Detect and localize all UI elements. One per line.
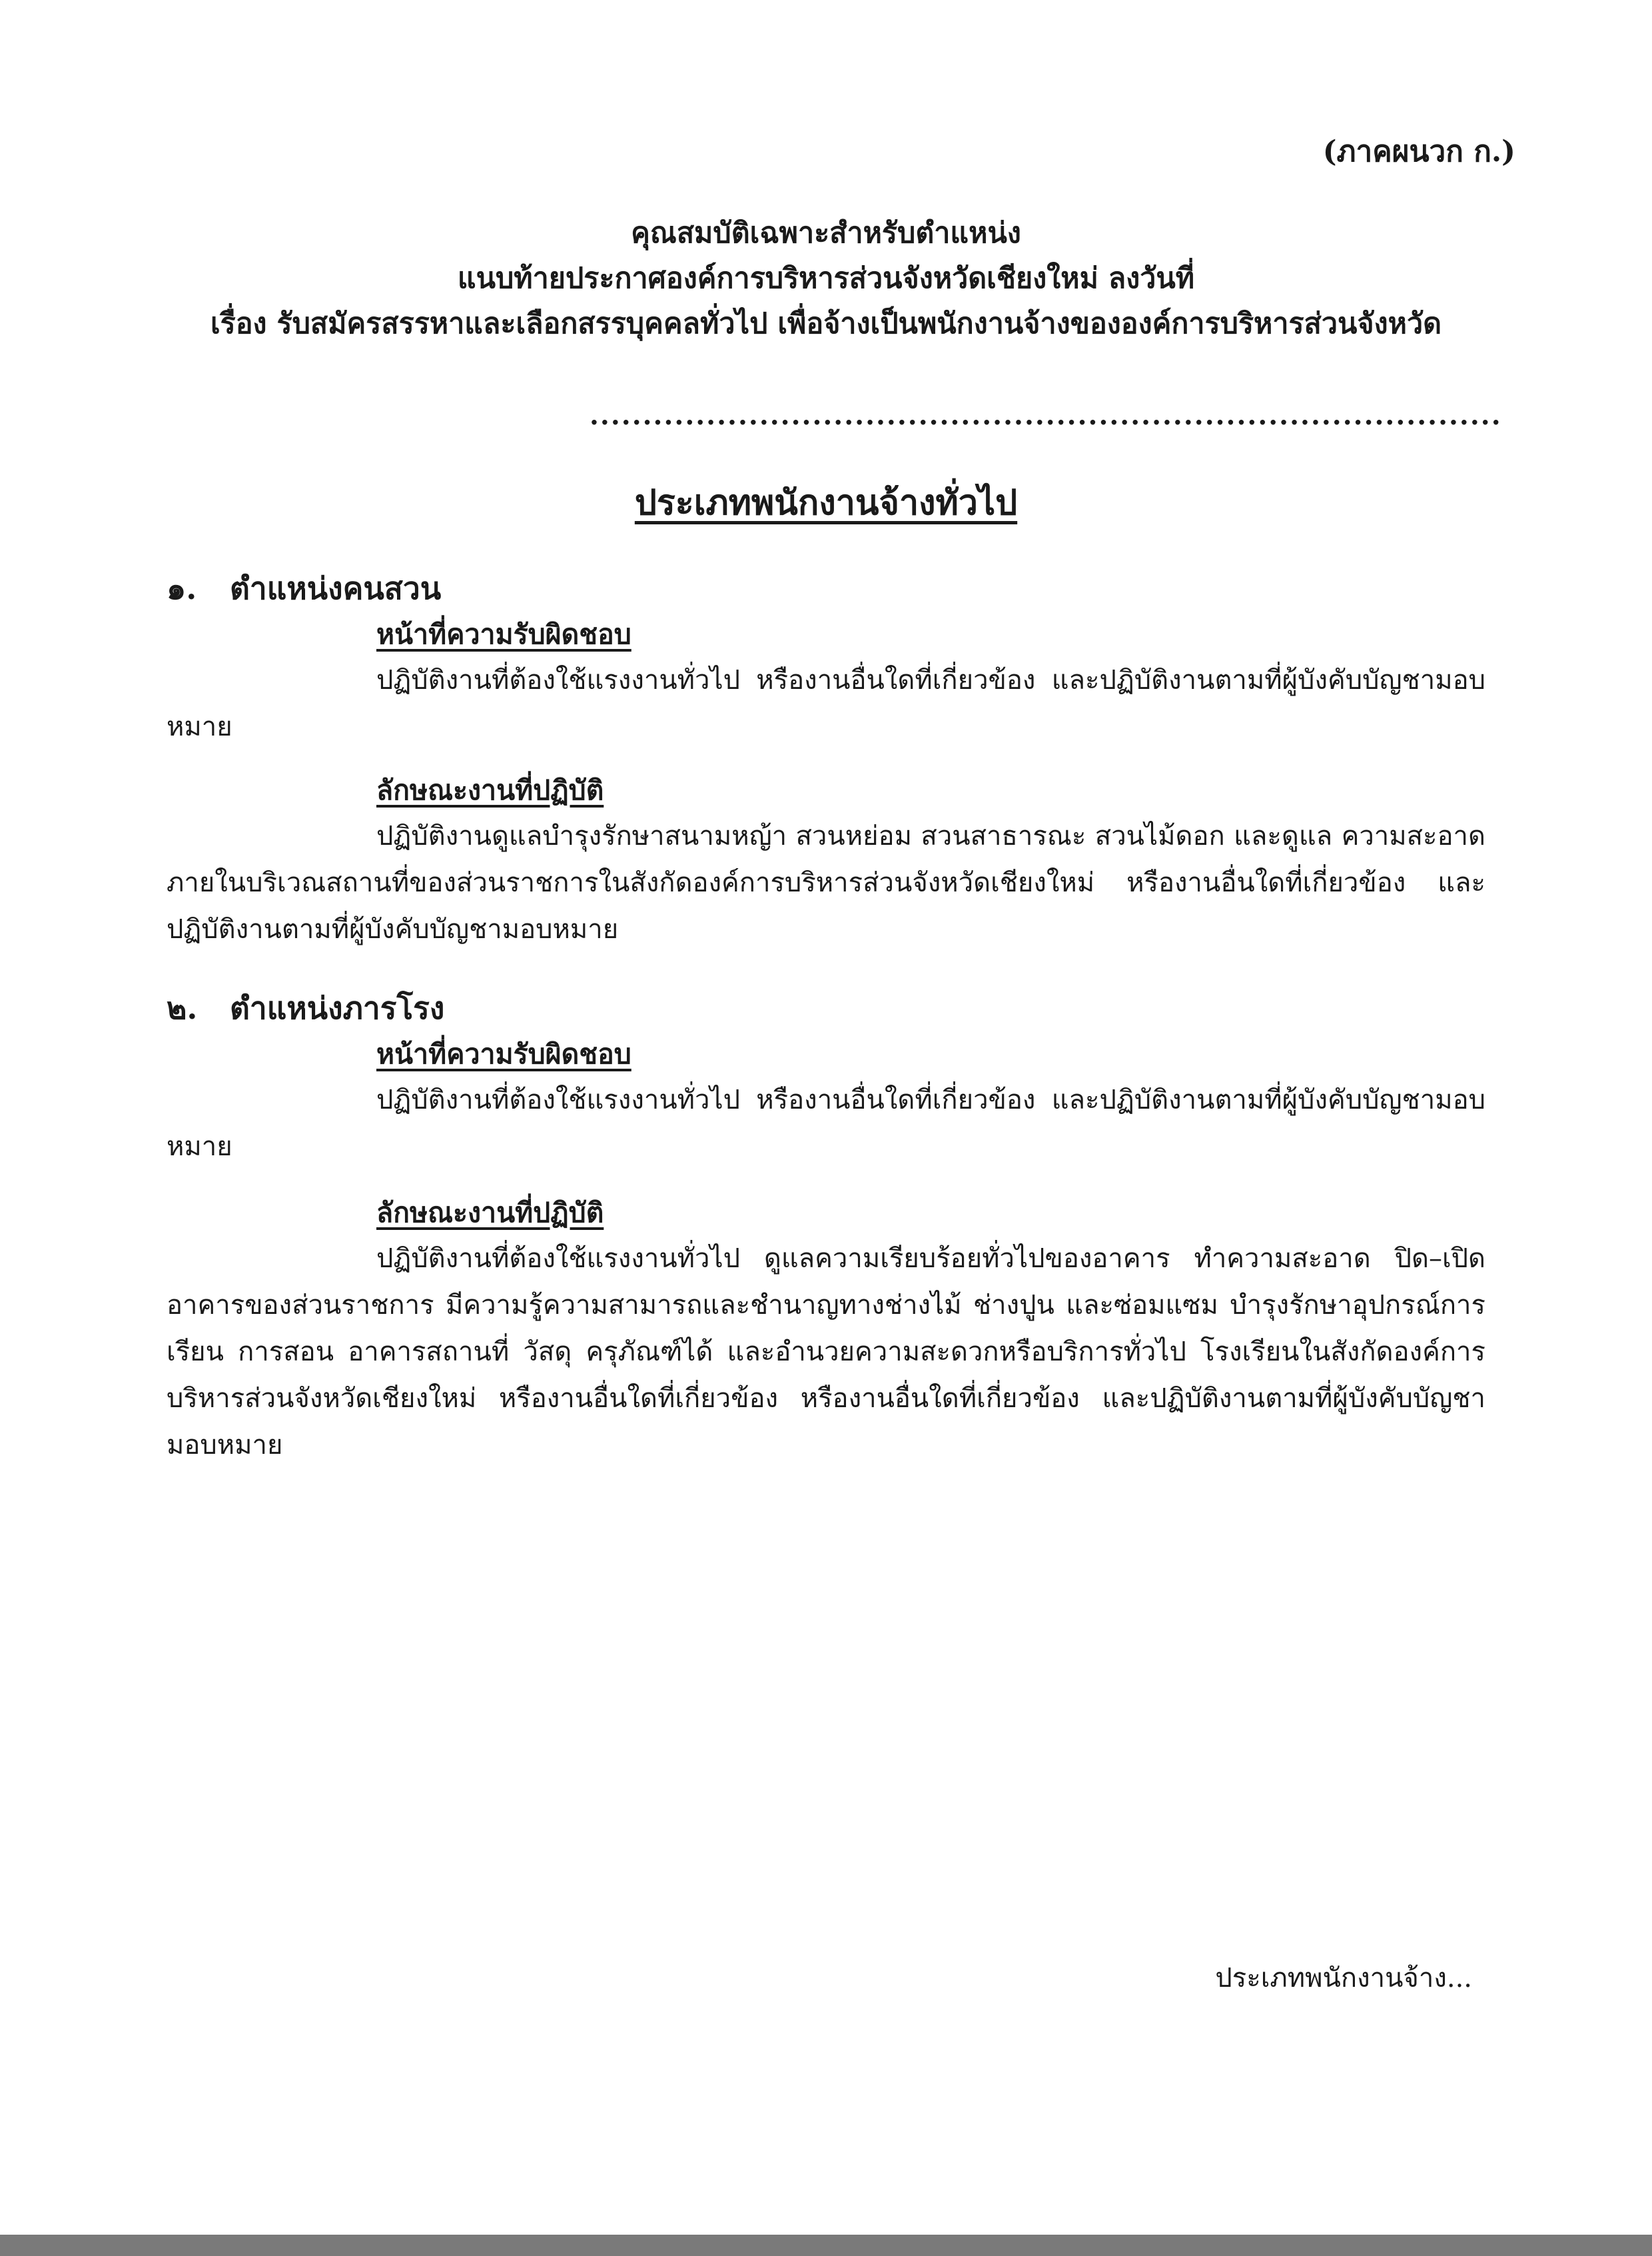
scan-edge-bar <box>0 2235 1652 2256</box>
duty-text: ปฏิบัติงานที่ต้องใช้แรงงานทั่วไป หรืองานอื่นใดที่เกี่ยวข้อง และปฏิบัติงานตามที่ผู้บังคับบัญชามอบหมาย <box>167 1085 1485 1162</box>
work-heading: ลักษณะงานที่ปฏิบัติ <box>376 1197 604 1229</box>
position-title <box>167 985 1485 1031</box>
work-text: ปฏิบัติงานที่ต้องใช้แรงงานทั่วไป ดูแลความเรียบร้อยทั่วไปของอาคาร ทำความสะอาด ปิด–เปิดอาคารของส่วนราชการ มีความรู้ความสามารถและชำนาญทางช่างไม้ ช่างปูน และซ่อมแซม บำรุงรักษาอุปกรณ์การเรียน การสอน อาคารสถานที่ วัสดุ ครุภัณฑ์ได้ และอำนวยความสะดวกหรือบริการทั่วไป โรงเรียนในสังกัดองค์การบริหารส่วนจังหวัดเชียงใหม่ หรืองานอื่นใดที่เกี่ยวข้อง หรืองานอื่นใดที่เกี่ยวข้อง และปฏิบัติงานตามที่ผู้บังคับบัญชามอบหมาย <box>167 1243 1485 1460</box>
position-number: ๑. <box>167 570 197 606</box>
position-gardener <box>167 565 1485 953</box>
header-subtitle: แนบท้ายประกาศองค์การบริหารส่วนจังหวัดเชียงใหม่ ลงวันที่ <box>457 262 1195 295</box>
work-heading: ลักษณะงานที่ปฏิบัติ <box>376 774 604 806</box>
header-subject: เรื่อง รับสมัครสรรหาและเลือกสรรบุคคลทั่วไป เพื่อจ้างเป็นพนักงานจ้างขององค์การบริหารส่วนจังหวัด <box>210 307 1442 340</box>
continuation-note: ประเภทพนักงานจ้าง... <box>1215 1963 1472 1993</box>
position-janitor <box>167 985 1485 1468</box>
duty-text: ปฏิบัติงานที่ต้องใช้แรงงานทั่วไป หรืองานอื่นใดที่เกี่ยวข้อง และปฏิบัติงานตามที่ผู้บังคับบัญชามอบหมาย <box>167 665 1485 742</box>
section-title: ประเภทพนักงานจ้างทั่วไป <box>634 482 1018 523</box>
dotted-separator: ...................................................................................... <box>590 400 1502 431</box>
document-header <box>0 211 1652 346</box>
work-text: ปฏิบัติงานดูแลบำรุงรักษาสนามหญ้า สวนหย่อม สวนสาธารณะ สวนไม้ดอก และดูแล ความสะอาดภายในบริเวณสถานที่ของส่วนราชการในสังกัดองค์การบริหารส่วนจังหวัดเชียงใหม่ หรืองานอื่นใดที่เกี่ยวข้อง และปฏิบัติงานตามที่ผู้บังคับบัญชามอบหมาย <box>167 821 1485 945</box>
position-number: ๒. <box>167 990 198 1026</box>
position-name: ตำแหน่งคนสวน <box>230 570 442 606</box>
header-title: คุณสมบัติเฉพาะสำหรับตำแหน่ง <box>631 217 1021 250</box>
position-name: ตำแหน่งภารโรง <box>230 990 445 1026</box>
duty-heading: หน้าที่ความรับผิดชอบ <box>376 618 631 650</box>
position-title <box>167 565 1485 612</box>
annex-label: (ภาคผนวก ก.) <box>1322 135 1515 169</box>
duty-heading: หน้าที่ความรับผิดชอบ <box>376 1038 631 1070</box>
